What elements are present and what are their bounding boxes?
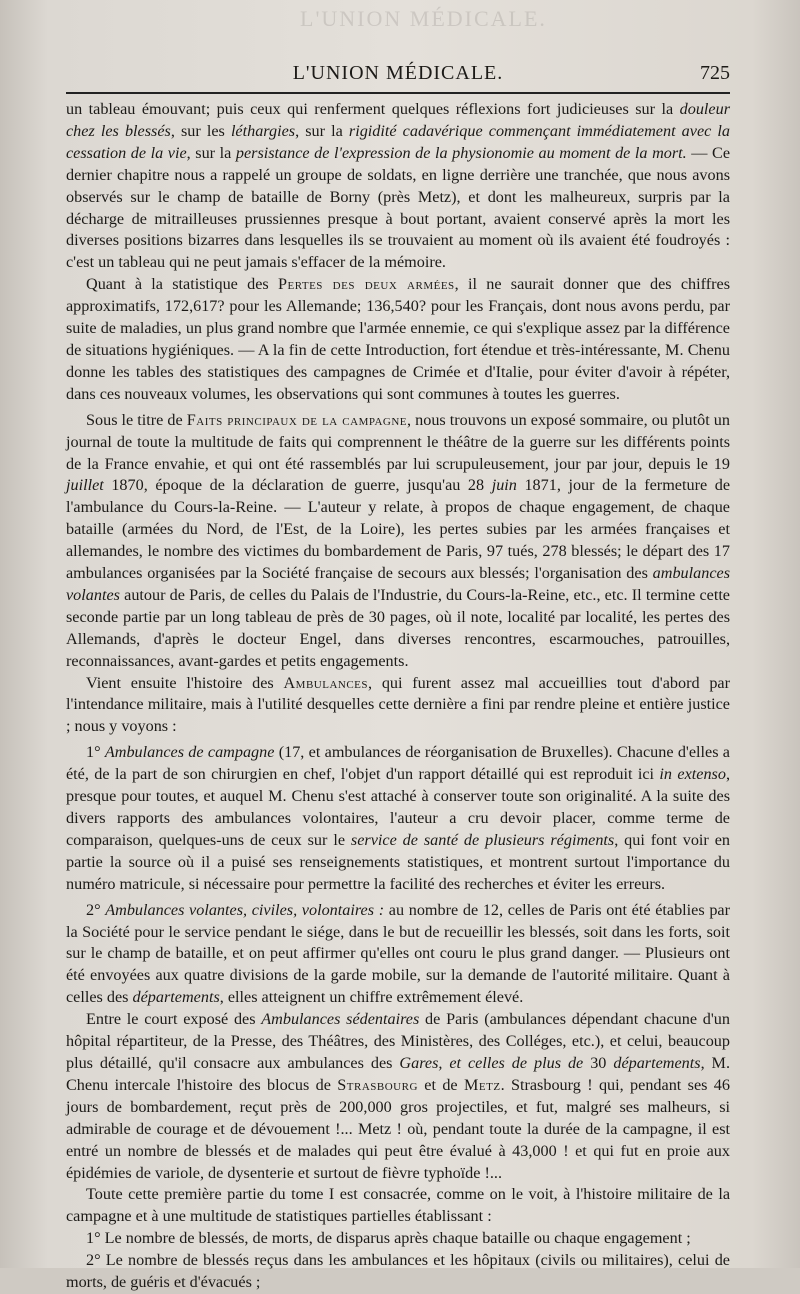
text-run: , qui furent assez mal accueillies tout d'abord par l'intendance militaire, mais à l'utilité desquelles cette dernière a fini par rendre pleine et entière justice ; nous y voyons :: [66, 673, 730, 736]
small-caps-text: Ambulances: [283, 673, 369, 692]
paragraph: [66, 99, 730, 274]
text-run: au nombre de 12, celles de Paris ont été établies par la Société pour le service pendant le siége, dans le but de recueillir les blessés, soit dans les forts, soit sur le champ de bataille, et on peut affirmer qu'elles ont couru le plus grand danger. — Plusieurs ont été envoyées aux quatre divisions de la garde mobile, sur la demande de l'autorité militaire. Quant à celles des: [66, 900, 730, 1007]
italic-text: juillet: [66, 476, 104, 495]
small-caps-text: Faits principaux de la campagne: [186, 410, 408, 429]
italic-text: service de santé de plusieurs régiments: [350, 830, 615, 849]
italic-text: rigidité cadavérique commençant immédiatement avec la cessation de la vie: [66, 121, 731, 162]
bleed-through-text: L'UNION MÉDICALE.: [300, 6, 547, 31]
paragraph: [66, 274, 730, 405]
text-run: , nous trouvons un exposé sommaire, ou plutôt un journal de toute la multitude de faits qui comprennent le théâtre de la guerre sur les différents points de la France envahie, et qui ont été rassemblés par lui scrupuleusement, jour par jour, depuis le 19: [66, 410, 730, 473]
paragraph: [66, 1250, 730, 1294]
text-run: 30: [583, 1053, 614, 1072]
italic-text: in extenso: [659, 765, 726, 784]
text-run: 1° Le nombre de blessés, de morts, de disparus après chaque bataille ou chaque engagement ;: [86, 1229, 691, 1248]
text-run: autour de Paris, de celles du Palais de l'Industrie, du Cours-la-Reine, etc., etc. Il termine cette seconde partie par un long tableau de près de 30 pages, où il note, localité par localité, les pertes des Allemands, d'après le docteur Engel, dans diverses rencontres, escarmouches, patrouilles, reconnaissances, avant-gardes et petits engagements.: [66, 585, 730, 670]
article-body: [66, 99, 730, 1294]
text-run: , sur la: [186, 143, 236, 162]
italic-text: départements: [132, 988, 220, 1007]
text-run: un tableau émouvant; puis ceux qui renferment quelques réflexions fort judicieuses sur la: [66, 100, 680, 118]
italic-text: départements: [613, 1053, 701, 1072]
italic-text: Ambulances sédentaires: [261, 1010, 420, 1029]
text-run: . Strasbourg ! qui, pendant ses 46 jours de bombardement, reçut près de 200,000 gros projectiles, et fut, malgré ses malheurs, si admirable de courage et de dévouement !... Metz ! où, pendant toute la durée de la campagne, il est entré un nombre de blessés et de malades qui peut être évalué à 43,000 ! et qui fut en proie aux épidémies de variole, de dysenterie et surtout de fièvre typhoïde !...: [66, 1075, 730, 1182]
paragraph: [66, 742, 730, 895]
paragraph: [66, 1009, 730, 1184]
paragraph: [66, 1228, 730, 1250]
text-run: de Paris (ambulances dépendant chacune d'un hôpital répartiteur, de la Presse, des Théâtres, des Ministères, des Colléges, etc.), et celui, beaucoup plus détaillé, qu'il consacre aux ambulances des: [66, 1010, 730, 1072]
paragraph: [66, 1184, 730, 1228]
paragraph: [66, 900, 730, 1010]
page-number: 725: [700, 62, 730, 84]
text-run: , il ne saurait donner que des chiffres approximatifs, 172,617? pour les Allemande; 136,540? pour les Français, dont nous avons perdu, par suite de maladies, un plus grand nombre que l'armée ennemie, ce qui s'explique assez par la différence de situations hygiéniques. — A la fin de cette Introduction, fort étendue et très-intéressante, M. Chenu donne les tables des statistiques des campagnes de Crimée et d'Italie, pour éviter d'avoir à répéter, dans ces nouveaux volumes, les observations qui sont communes à toutes les guerres.: [66, 275, 731, 403]
text-run: Toute cette première partie du tome I est consacrée, comme on le voit, à l'histoire militaire de la campagne et à une multitude de statistiques partielles établissant :: [66, 1185, 730, 1226]
running-title: L'UNION MÉDICALE.: [292, 62, 504, 84]
text-run: , sur la: [295, 121, 349, 140]
text-run: — Ce dernier chapitre nous a rappelé un groupe de soldats, en ligne derrière une tranchée, que nous avons observés sur le champ de bataille de Borny (près Metz), et dont les malheureux, surpris par la décharge de mitrailleuses prussiennes presque à bout portant, avaient conservé après la mort les diverses positions bizarres dans lesquelles ils se trouvaient au moment où ils avaient été foudroyés : c'est un tableau qui ne peut jamais s'effacer de la mémoire.: [66, 143, 731, 272]
text-run: Vient ensuite l'histoire des: [86, 673, 284, 692]
text-run: Quant à la statistique des: [86, 275, 278, 294]
italic-text: ambulances volantes: [66, 564, 730, 604]
text-run: , elles atteignent un chiffre extrêmement élevé.: [219, 988, 524, 1007]
small-caps-text: Pertes des deux armées: [277, 275, 455, 294]
paragraph: [66, 673, 730, 739]
small-caps-text: Metz: [464, 1075, 501, 1094]
text-run: , sur les: [170, 121, 231, 140]
text-run: , qui font voir en partie la source où il a puisé ses renseignements statistiques, et montrent surtout l'importance du numéro matricule, si nécessaire pour permettre la facilité des recherches et éviter les erreurs.: [66, 830, 731, 893]
text-run: 2° Le nombre de blessés reçus dans les ambulances et les hôpitaux (civils ou militaires), celui de morts, de guéris et d'évacués ;: [66, 1251, 730, 1292]
italic-text: Gares, et celles de plus de: [399, 1053, 584, 1072]
small-caps-text: Strasbourg: [337, 1075, 418, 1094]
italic-text: juin: [491, 476, 517, 495]
italic-text: Ambulances de campagne: [104, 743, 275, 762]
text-run: , presque pour toutes, et auquel M. Chenu s'est attaché à conserver toute son originalité. A la suite des divers rapports des ambulances volontaires, l'auteur a cru devoir placer, comme terme de comparaison, quelques-uns de ceux sur le: [66, 765, 730, 849]
italic-text: léthargies: [230, 121, 296, 140]
text-run: 1871, jour de la fermeture de l'ambulance du Cours-la-Reine. — L'auteur y relate, à propos de chaque engagement, de chaque bataille (armées du Nord, de l'Est, de la Loire), les pertes subies par les armées françaises et allemandes, le nombre des victimes du bombardement de Paris, 97 tués, 278 blessés; le départ des 17 ambulances organisées par la Société française de secours aux blessés; l'organisation des: [66, 476, 730, 583]
text-run: 2°: [86, 900, 106, 919]
italic-text: douleur chez les blessés: [66, 100, 730, 140]
page-header: [66, 58, 730, 94]
text-run: (17, et ambulances de réorganisation de Bruxelles). Chacune d'elles a été, de la part de son chirurgien en chef, l'objet d'un rapport détaillé qui est reproduit ici: [66, 743, 730, 784]
text-run: et de: [417, 1075, 464, 1094]
text-run: 1°: [86, 743, 105, 762]
italic-text: Ambulances volantes, civiles, volontaires :: [105, 900, 385, 919]
italic-text: persistance de l'expression de la physionomie au moment de la mort.: [235, 143, 687, 162]
text-run: Sous le titre de: [86, 410, 187, 429]
text-run: Entre le court exposé des: [86, 1010, 262, 1029]
text-run: 1870, époque de la déclaration de guerre, jusqu'au 28: [103, 476, 492, 495]
text-run: , M. Chenu intercale l'histoire des blocus de: [66, 1053, 730, 1094]
paragraph: [66, 410, 730, 673]
